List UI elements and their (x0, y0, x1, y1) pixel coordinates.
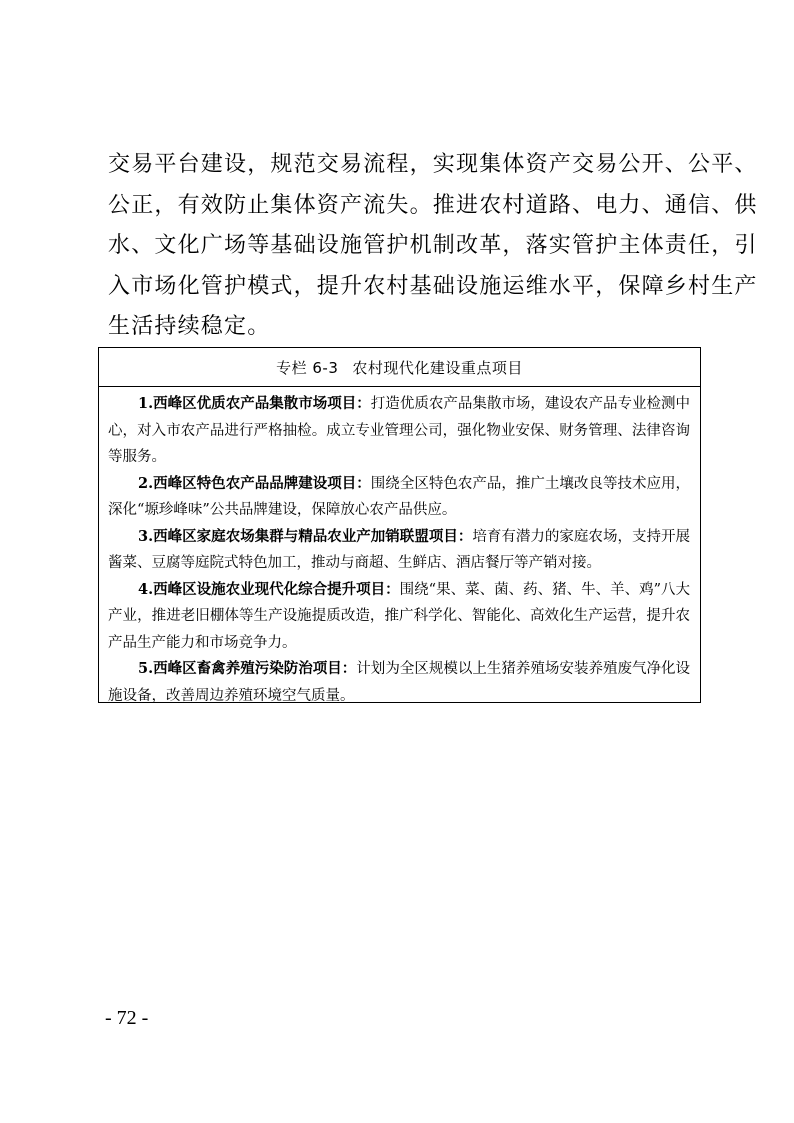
body-paragraph (108, 145, 758, 348)
page-number: - 72 - (105, 1007, 149, 1029)
project-description: 培育有潜力的家庭农场，支持开展酱菜、豆腐等庭院式特色加工，推动与商超、生鲜店、酒店餐厅等产销对接。 (108, 528, 690, 571)
box-title-row (99, 348, 700, 387)
project-item (108, 391, 690, 471)
project-item (108, 577, 690, 657)
box-label: 专栏 6-3 (276, 358, 339, 377)
box-body (99, 387, 700, 709)
project-description: 围绕“果、菜、菌、药、猪、牛、羊、鸡”八大产业，推进老旧棚体等生产设施提质改造，推广科学化、智能化、高效化生产运营，提升农产品生产能力和市场竞争力。 (108, 581, 690, 651)
project-title: 3.西峰区家庭农场集群与精品农业产加销联盟项目： (138, 527, 473, 545)
project-title: 5.西峰区畜禽养殖污染防治项目： (138, 660, 357, 677)
project-title: 1.西峰区优质农产品集散市场项目： (138, 395, 371, 412)
project-item (108, 471, 690, 524)
project-description: 打造优质农产品集散市场，建设农产品专业检测中心，对入市农产品进行严格抽检。成立专业管理公司，强化物业安保、财务管理、法律咨询等服务。 (108, 396, 690, 465)
project-item (108, 524, 690, 577)
paragraph-line: 水、文化广场等基础设施管护机制改革，落实管护主体责任，引 (108, 233, 758, 258)
project-title: 2.西峰区特色农产品品牌建设项目： (138, 474, 371, 492)
paragraph-line: 入市场化管护模式，提升农村基础设施运维水平，保障乡村生产 (108, 273, 758, 299)
project-item (108, 656, 690, 709)
paragraph-line: 生活持续稳定。 (108, 314, 271, 339)
feature-box (98, 347, 701, 703)
paragraph-line: 公正，有效防止集体资产流失。推进农村道路、电力、通信、供 (108, 192, 758, 218)
project-description: 围绕全区特色农产品，推广土壤改良等技术应用，深化“塬珍峰味”公共品牌建设，保障放心农产品供应。 (108, 475, 690, 518)
box-title: 农村现代化建设重点项目 (352, 358, 523, 377)
project-description: 计划为全区规模以上生猪养殖场安装养殖废气净化设施设备，改善周边养殖环境空气质量。 (108, 661, 691, 704)
paragraph-line: 交易平台建设，规范交易流程，实现集体资产交易公开、公平、 (108, 152, 758, 177)
project-title: 4.西峰区设施农业现代化综合提升项目： (138, 580, 400, 598)
